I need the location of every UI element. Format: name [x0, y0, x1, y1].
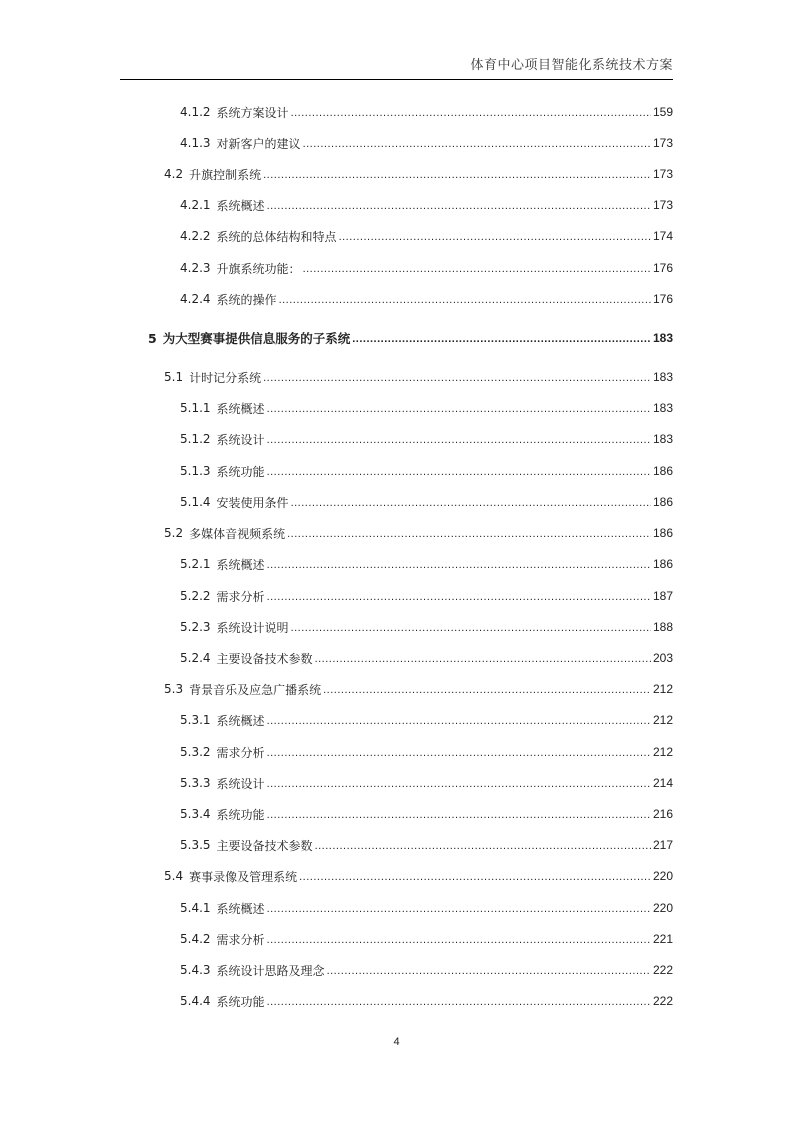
toc-entry[interactable]	[180, 960, 673, 980]
toc-entry-title: 系统概述	[216, 198, 265, 213]
toc-entry-number: 5.3.1	[180, 713, 211, 727]
toc-entry-number: 5.4.3	[180, 963, 211, 977]
toc-entry[interactable]	[180, 898, 673, 918]
toc-leader-dots	[352, 328, 651, 348]
toc-entry-page: 222	[652, 963, 673, 977]
toc-entry[interactable]	[180, 804, 673, 824]
toc-entry[interactable]	[180, 133, 673, 153]
toc-entry-page: 212	[652, 713, 673, 727]
toc-leader-dots	[267, 398, 651, 418]
toc-entry-number: 5.2.2	[180, 589, 211, 603]
toc-entry[interactable]	[180, 773, 673, 793]
toc-entry-title: 系统功能	[216, 807, 265, 822]
toc-entry-page: 183	[652, 370, 673, 384]
toc-leader-dots	[291, 102, 651, 122]
toc-leader-dots	[267, 554, 651, 574]
toc-entry-title: 系统概述	[216, 901, 265, 916]
toc-entry-page: 222	[652, 994, 673, 1008]
toc-leader-dots	[263, 367, 651, 387]
toc-entry-title: 多媒体音视频系统	[189, 526, 286, 541]
toc-entry-title: 系统概述	[216, 557, 265, 572]
toc-entry-page: 173	[652, 198, 673, 212]
toc-entry[interactable]	[180, 742, 673, 762]
toc-entry[interactable]	[164, 866, 673, 886]
toc-entry-page: 174	[652, 229, 673, 243]
toc-entry-title: 主要设备技术参数	[216, 838, 313, 853]
toc-leader-dots	[327, 960, 651, 980]
toc-leader-dots	[315, 648, 651, 668]
toc-leader-dots	[323, 679, 651, 699]
toc-entry-page: 183	[652, 432, 673, 446]
toc-leader-dots	[267, 773, 651, 793]
toc-entry-title: 系统设计	[216, 776, 265, 791]
toc-leader-dots	[267, 195, 651, 215]
toc-entry-number: 4.2.3	[180, 261, 211, 275]
toc-entry-page: 176	[652, 261, 673, 275]
toc-entry-page: 183	[652, 331, 673, 345]
toc-entry[interactable]	[180, 289, 673, 309]
toc-entry-title: 背景音乐及应急广播系统	[189, 682, 322, 697]
toc-entry-page: 187	[652, 589, 673, 603]
toc-leader-dots	[267, 461, 651, 481]
toc-leader-dots	[303, 133, 651, 153]
toc-entry-title: 需求分析	[216, 745, 265, 760]
toc-entry-page: 212	[652, 682, 673, 696]
toc-leader-dots	[339, 226, 651, 246]
toc-leader-dots	[291, 617, 651, 637]
toc-entry-page: 216	[652, 807, 673, 821]
toc-leader-dots	[267, 710, 651, 730]
toc-entry-number: 5.1.4	[180, 495, 211, 509]
toc-entry-title: 系统设计	[216, 432, 265, 447]
toc-entry-page: 217	[652, 838, 673, 852]
toc-entry[interactable]	[180, 648, 673, 668]
toc-entry-page: 214	[652, 776, 673, 790]
toc-entry-number: 5.1	[164, 370, 184, 384]
toc-leader-dots	[267, 429, 651, 449]
toc-entry-page: 173	[652, 167, 673, 181]
toc-entry-page: 176	[652, 292, 673, 306]
toc-entry-title: 系统概述	[216, 713, 265, 728]
toc-entry-title: 系统功能	[216, 464, 265, 479]
toc-entry-title: 升旗系统功能：	[216, 261, 301, 276]
toc-entry[interactable]	[180, 102, 673, 122]
toc-entry-page: 220	[652, 869, 673, 883]
toc-entry-number: 5.3	[164, 682, 184, 696]
toc-entry[interactable]	[180, 929, 673, 949]
toc-entry-page: 183	[652, 401, 673, 415]
toc-entry-number: 5.4	[164, 869, 184, 883]
toc-entry-title: 对新客户的建议	[216, 136, 301, 151]
toc-entry-page: 159	[652, 105, 673, 119]
toc-leader-dots	[267, 898, 651, 918]
toc-entry-page: 203	[652, 651, 673, 665]
toc-leader-dots	[267, 586, 651, 606]
toc-entry-title: 安装使用条件	[216, 495, 289, 510]
toc-entry[interactable]	[164, 679, 673, 699]
toc-entry[interactable]	[164, 367, 673, 387]
toc-entry-title: 系统概述	[216, 401, 265, 416]
toc-entry-number: 5.3.3	[180, 776, 211, 790]
toc-entry-number: 5.4.4	[180, 994, 211, 1008]
toc-entry-page: 220	[652, 901, 673, 915]
page-number: 4	[393, 1036, 400, 1048]
toc-entry-title: 系统方案设计	[216, 105, 289, 120]
toc-entry-page: 186	[652, 526, 673, 540]
toc-entry[interactable]	[180, 835, 673, 855]
toc-leader-dots	[299, 866, 651, 886]
toc-entry-title: 主要设备技术参数	[216, 651, 313, 666]
toc-entry-page: 186	[652, 495, 673, 509]
toc-leader-dots	[267, 991, 651, 1011]
toc-entry-number: 5	[148, 330, 157, 346]
toc-entry-number: 5.3.4	[180, 807, 211, 821]
toc-entry[interactable]	[164, 523, 673, 543]
toc-entry-number: 4.1.2	[180, 105, 211, 119]
toc-entry[interactable]	[180, 710, 673, 730]
toc-entry-number: 5.2	[164, 526, 184, 540]
toc-entry[interactable]	[164, 164, 673, 184]
toc-entry-number: 4.2.2	[180, 229, 211, 243]
toc-entry-number: 4.2.4	[180, 292, 211, 306]
toc-entry-title: 系统设计思路及理念	[216, 963, 325, 978]
toc-leader-dots	[303, 258, 651, 278]
toc-entry[interactable]	[180, 586, 673, 606]
toc-entry[interactable]	[180, 461, 673, 481]
toc-entry-title: 计时记分系统	[189, 370, 262, 385]
toc-entry[interactable]	[180, 991, 673, 1011]
toc-entry-title: 系统设计说明	[216, 620, 289, 635]
toc-entry-title: 为大型赛事提供信息服务的子系统	[162, 331, 351, 346]
toc-entry-title: 赛事录像及管理系统	[189, 869, 298, 884]
toc-entry[interactable]	[180, 195, 673, 215]
toc-entry-page: 221	[652, 932, 673, 946]
toc-entry-title: 需求分析	[216, 932, 265, 947]
toc-leader-dots	[267, 742, 651, 762]
toc-entry-number: 4.1.3	[180, 136, 211, 150]
toc-leader-dots	[267, 804, 651, 824]
toc-entry-number: 5.1.1	[180, 401, 211, 415]
toc-entry-number: 5.3.2	[180, 745, 211, 759]
toc-leader-dots	[287, 523, 651, 543]
toc-entry-number: 4.2	[164, 167, 184, 181]
toc-entry-number: 5.1.3	[180, 464, 211, 478]
toc-leader-dots	[279, 289, 651, 309]
toc-entry[interactable]	[180, 258, 673, 278]
toc-entry[interactable]	[180, 429, 673, 449]
toc-entry[interactable]	[180, 492, 673, 512]
toc-leader-dots	[267, 929, 651, 949]
toc-entry-title: 系统功能	[216, 994, 265, 1009]
toc-entry[interactable]	[180, 554, 673, 574]
toc-entry-page: 212	[652, 745, 673, 759]
toc-entry[interactable]	[180, 226, 673, 246]
toc-leader-dots	[291, 492, 651, 512]
toc-entry-number: 5.3.5	[180, 838, 211, 852]
toc-entry-number: 5.1.2	[180, 432, 211, 446]
toc-leader-dots	[315, 835, 651, 855]
toc-chapter-entry[interactable]	[148, 328, 673, 348]
page-header-title: 体育中心项目智能化系统技术方案	[470, 58, 673, 73]
toc-entry-page: 186	[652, 464, 673, 478]
toc-entry-number: 4.2.1	[180, 198, 211, 212]
toc-entry-title: 系统的总体结构和特点	[216, 229, 337, 244]
toc-entry[interactable]	[180, 398, 673, 418]
toc-entry[interactable]	[180, 617, 673, 637]
toc-entry-page: 188	[652, 620, 673, 634]
toc-entry-title: 系统的操作	[216, 292, 277, 307]
toc-entry-number: 5.2.1	[180, 557, 211, 571]
toc-entry-number: 5.4.2	[180, 932, 211, 946]
toc-entry-title: 升旗控制系统	[189, 167, 262, 182]
toc-entry-number: 5.4.1	[180, 901, 211, 915]
toc-entry-title: 需求分析	[216, 589, 265, 604]
toc-entry-number: 5.2.4	[180, 651, 211, 665]
toc-entry-number: 5.2.3	[180, 620, 211, 634]
toc-leader-dots	[263, 164, 651, 184]
toc-entry-page: 186	[652, 557, 673, 571]
toc-entry-page: 173	[652, 136, 673, 150]
